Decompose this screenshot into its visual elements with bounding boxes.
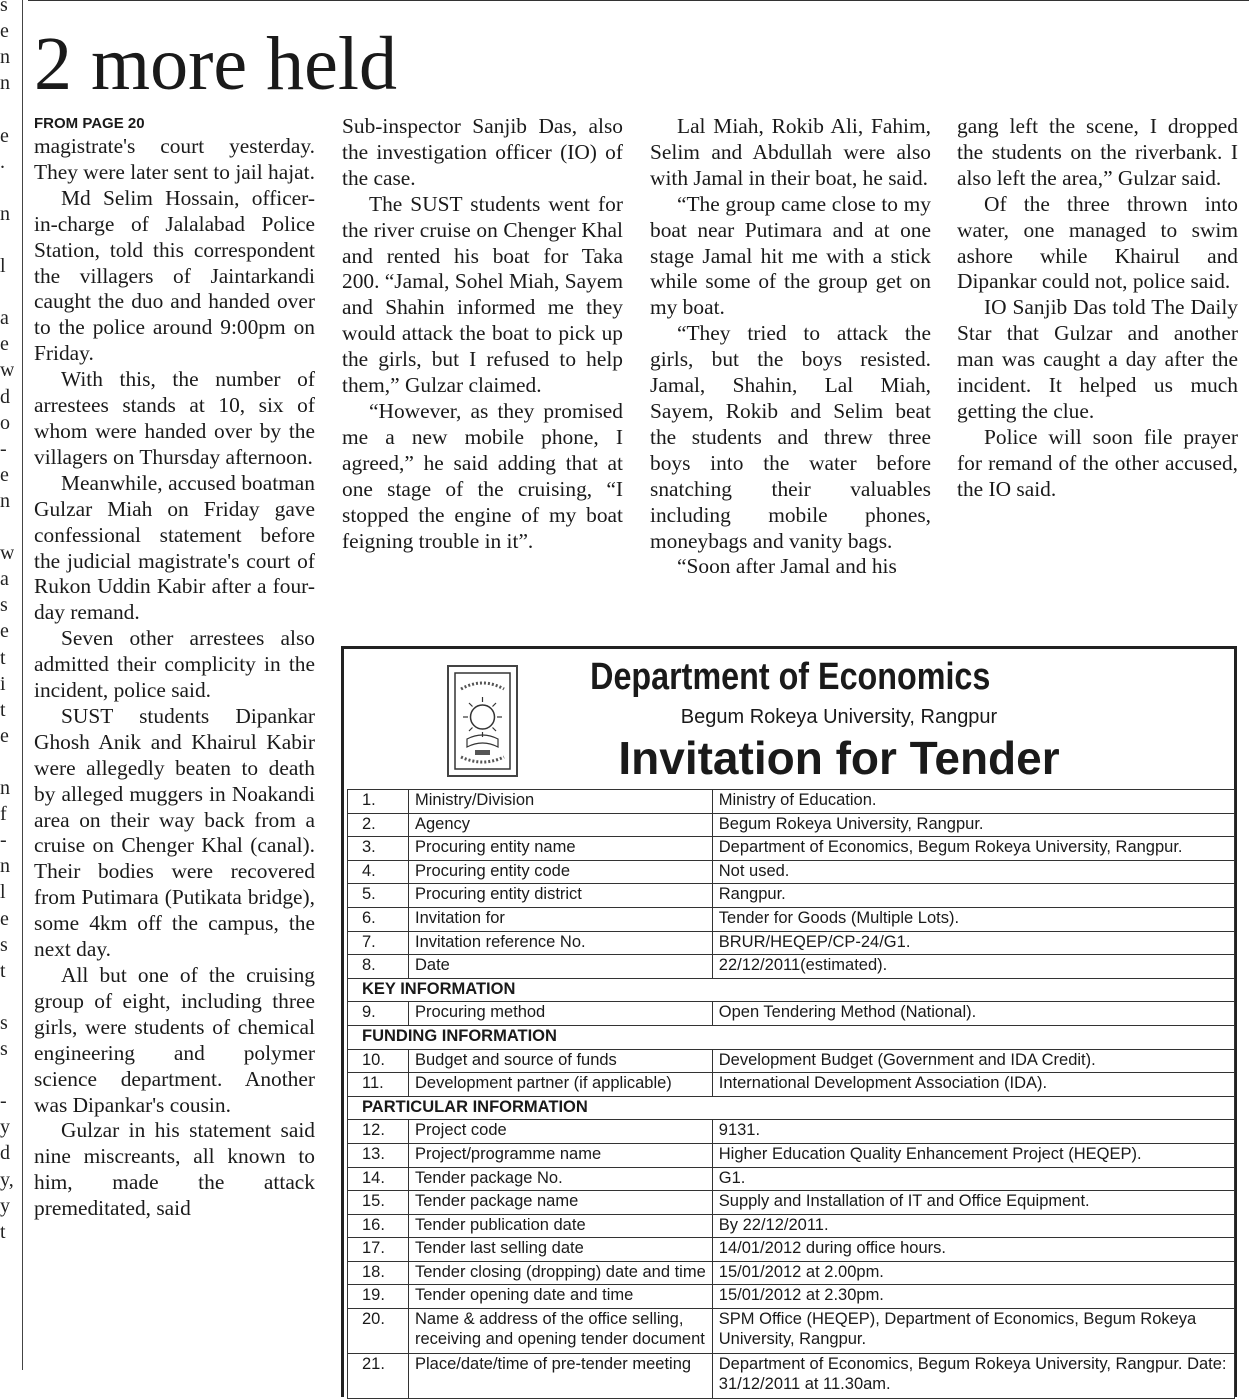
article-paragraph: Lal Miah, Rokib Ali, Fahim, Selim and Abdullah were also with Jamal in their boat, he said. <box>650 114 931 190</box>
table-row <box>348 884 1235 908</box>
row-value: Development Budget (Government and IDA Credit). <box>712 1049 1234 1073</box>
section-title: PARTICULAR INFORMATION <box>348 1096 1235 1120</box>
ad-title: Invitation for Tender <box>618 732 1060 784</box>
table-row <box>348 1214 1235 1238</box>
row-number: 21. <box>348 1354 409 1399</box>
table-row <box>348 1191 1235 1215</box>
edge-fragment: e <box>0 620 9 643</box>
row-label: Budget and source of funds <box>409 1049 713 1073</box>
article-paragraph: Sub-inspector Sanjib Das, also the investigation officer (IO) of the case. <box>342 114 623 190</box>
row-number: 11. <box>348 1073 409 1097</box>
edge-fragment: l <box>0 881 6 904</box>
row-value: 15/01/2012 at 2.30pm. <box>712 1285 1234 1309</box>
article-paragraph: All but one of the cruising group of eight, including three girls, were students of chemical engineering and polymer science department. Another was Dipankar's cousin. <box>34 963 315 1117</box>
row-value: 22/12/2011(estimated). <box>712 955 1234 979</box>
article-column-4 <box>957 114 1238 503</box>
edge-fragment: n <box>0 489 10 512</box>
kicker: FROM PAGE 20 <box>34 115 145 132</box>
edge-fragment: - <box>0 437 7 460</box>
row-number: 6. <box>348 907 409 931</box>
row-label: Place/date/time of pre-tender meeting <box>409 1354 713 1399</box>
department-name: Department of Economics <box>590 656 991 698</box>
row-label: Tender package No. <box>409 1167 713 1191</box>
row-number: 19. <box>348 1285 409 1309</box>
row-value: Open Tendering Method (National). <box>712 1002 1234 1026</box>
edge-fragment: n <box>0 46 10 69</box>
edge-fragment: d <box>0 385 10 408</box>
row-number: 7. <box>348 931 409 955</box>
article-paragraph: “However, as they promised me a new mobile phone, I agreed,” he said adding that at one stage of the cruising, “I stopped the engine of my boat feigning trouble in it”. <box>342 398 623 553</box>
edge-fragment: y, <box>0 1168 14 1191</box>
article-column-1 <box>34 112 315 1222</box>
edge-fragment: e <box>0 724 9 747</box>
table-row <box>348 813 1235 837</box>
article-paragraph: Meanwhile, accused boatman Gulzar Miah on Friday gave confessional statement before the judicial magistrate's court of Rukon Uddin Kabir after a four-day remand. <box>34 470 315 625</box>
row-value: Ministry of Education. <box>712 790 1234 814</box>
edge-fragment: y <box>0 1194 10 1217</box>
article-paragraph: IO Sanjib Das told The Daily Star that Gulzar and another man was caught a day after the incident. It helped us much getting the clue. <box>957 295 1238 423</box>
row-value: Department of Economics, Begum Rokeya University, Rangpur. <box>712 837 1234 861</box>
row-number: 2. <box>348 813 409 837</box>
table-row <box>348 931 1235 955</box>
row-number: 14. <box>348 1167 409 1191</box>
row-label: Name & address of the office selling, receiving and opening tender document <box>409 1309 713 1354</box>
row-number: 9. <box>348 1002 409 1026</box>
edge-fragment: i <box>0 672 6 695</box>
table-row <box>348 1002 1235 1026</box>
article-column-3 <box>650 114 931 580</box>
article-paragraph: With this, the number of arrestees stands at 10, six of whom were handed over by the villagers on Thursday afternoon. <box>34 367 315 469</box>
row-value: Begum Rokeya University, Rangpur. <box>712 813 1234 837</box>
edge-fragment: n <box>0 72 10 95</box>
row-label: Tender last selling date <box>409 1238 713 1262</box>
row-number: 1. <box>348 790 409 814</box>
edge-fragment: e <box>0 907 9 930</box>
article-paragraph: The SUST students went for the river cruise on Chenger Khal and rented his boat for Taka 200. “Jamal, Sohel Miah, Sayem and Shahin informed me they would attack the boat to pick up the girls, but I refused to help them,” Gulzar claimed. <box>342 191 624 398</box>
article-paragraph: “They tried to attack the girls, but the boys resisted. Jamal, Shahin, Lal Miah, Sayem, Rokib and Selim beat the students and threw three boys into the water before snatching their valuables including mobile phones, moneybags and vanity bags. <box>650 321 931 553</box>
table-row <box>348 1167 1235 1191</box>
row-number: 10. <box>348 1049 409 1073</box>
row-number: 5. <box>348 884 409 908</box>
row-value: BRUR/HEQEP/CP-24/G1. <box>712 931 1234 955</box>
article-paragraph: Police will soon file prayer for remand of the other accused, the IO said. <box>957 424 1238 501</box>
article-paragraph: Gulzar in his statement said nine miscreants, all known to him, made the attack premeditated, said <box>34 1118 315 1221</box>
row-value: 14/01/2012 during office hours. <box>712 1238 1234 1262</box>
row-label: Procuring method <box>409 1002 713 1026</box>
edge-fragment: a <box>0 568 9 591</box>
table-row <box>348 1309 1235 1354</box>
tender-details-table <box>347 789 1235 1399</box>
row-value: SPM Office (HEQEP), Department of Economics, Begum Rokeya University, Rangpur. <box>712 1309 1234 1354</box>
edge-fragment: n <box>0 855 10 878</box>
table-row <box>348 1238 1235 1262</box>
row-value: Rangpur. <box>712 884 1234 908</box>
table-row <box>348 1354 1235 1399</box>
edge-fragment: t <box>0 1220 6 1243</box>
ad-header <box>344 649 1234 787</box>
row-label: Ministry/Division <box>409 790 713 814</box>
article-paragraph: “The group came close to my boat near Putimara and at one stage Jamal hit me with a stick while some of the group get on my boat. <box>650 191 931 320</box>
headline: 2 more held <box>34 22 398 106</box>
row-label: Tender package name <box>409 1191 713 1215</box>
edge-fragment: a <box>0 307 9 330</box>
table-row <box>348 790 1235 814</box>
row-label: Tender closing (dropping) date and time <box>409 1261 713 1285</box>
section-header-row <box>348 1096 1235 1120</box>
table-row <box>348 955 1235 979</box>
university-seal-icon <box>449 667 516 775</box>
row-label: Project/programme name <box>409 1143 713 1167</box>
row-label: Development partner (if applicable) <box>409 1073 713 1097</box>
edge-fragment: e <box>0 333 9 356</box>
row-value: 15/01/2012 at 2.00pm. <box>712 1261 1234 1285</box>
edge-fragment: y <box>0 1116 10 1139</box>
row-number: 12. <box>348 1120 409 1144</box>
edge-fragment: t <box>0 646 6 669</box>
edge-fragment: w <box>0 542 14 565</box>
row-value: By 22/12/2011. <box>712 1214 1234 1238</box>
table-row <box>348 1261 1235 1285</box>
table-row <box>348 1120 1235 1144</box>
section-header-row <box>348 1025 1235 1049</box>
edge-fragment: t <box>0 698 6 721</box>
row-number: 20. <box>348 1309 409 1354</box>
row-label: Procuring entity district <box>409 884 713 908</box>
row-value: Department of Economics, Begum Rokeya University, Rangpur. Date: 31/12/2011 at 11.30am. <box>712 1354 1234 1399</box>
article-paragraph: Of the three thrown into water, one managed to swim ashore while Khairul and Dipankar could not, police said. <box>957 191 1238 294</box>
edge-fragment: - <box>0 1090 7 1113</box>
table-row <box>348 860 1235 884</box>
column-divider <box>22 0 23 1370</box>
table-row <box>348 1143 1235 1167</box>
table-row <box>348 907 1235 931</box>
row-number: 13. <box>348 1143 409 1167</box>
edge-fragment: s <box>0 594 8 617</box>
edge-fragment: e <box>0 463 9 486</box>
row-value: Not used. <box>712 860 1234 884</box>
edge-fragment: d <box>0 1142 10 1165</box>
section-title: FUNDING INFORMATION <box>348 1025 1235 1049</box>
adjacent-column-fragment <box>0 0 14 1370</box>
row-value: G1. <box>712 1167 1234 1191</box>
edge-fragment: s <box>0 0 8 16</box>
university-name: Begum Rokeya University, Rangpur <box>680 706 998 728</box>
row-label: Agency <box>409 813 713 837</box>
row-label: Invitation for <box>409 907 713 931</box>
article-column-2 <box>342 114 623 554</box>
row-value: Supply and Installation of IT and Office Equipment. <box>712 1191 1234 1215</box>
article-paragraph: Seven other arrestees also admitted their complicity in the incident, police said. <box>34 626 315 703</box>
university-logo <box>447 665 518 777</box>
table-row <box>348 1049 1235 1073</box>
edge-fragment: o <box>0 411 10 434</box>
edge-fragment: t <box>0 959 6 982</box>
row-value: 9131. <box>712 1120 1234 1144</box>
edge-fragment: e <box>0 20 9 43</box>
row-label: Tender opening date and time <box>409 1285 713 1309</box>
edge-fragment: f <box>0 803 7 826</box>
row-value: Tender for Goods (Multiple Lots). <box>712 907 1234 931</box>
top-rule <box>28 0 1249 1</box>
edge-fragment: s <box>0 933 8 956</box>
section-header-row <box>348 978 1235 1002</box>
edge-fragment: w <box>0 359 14 382</box>
table-row <box>348 1073 1235 1097</box>
row-label: Project code <box>409 1120 713 1144</box>
edge-fragment: n <box>0 777 10 799</box>
table-row <box>348 1285 1235 1309</box>
row-label: Invitation reference No. <box>409 931 713 955</box>
edge-fragment: l <box>0 255 6 277</box>
edge-fragment: s <box>0 1038 8 1060</box>
row-label: Procuring entity name <box>409 837 713 861</box>
row-label: Procuring entity code <box>409 860 713 884</box>
article-paragraph: SUST students Dipankar Ghosh Anik and Khairul Kabir were allegedly beaten to death by alleged muggers in Noakandi area on their way back from a cruise on Chenger Khal (canal). Their bodies were recovered from Putimara (Putikata bridge), some 4km off the campus, the next day. <box>34 703 315 962</box>
row-number: 8. <box>348 955 409 979</box>
row-value: International Development Association (IDA). <box>712 1073 1234 1097</box>
article-paragraph: Md Selim Hossain, officer-in-charge of Jalalabad Police Station, told this correspondent the villagers of Jaintarkandi caught the duo and handed over to the police around 9:00pm on Friday. <box>34 185 315 366</box>
edge-fragment: . <box>0 150 5 173</box>
article-paragraph: magistrate's court yesterday. They were later sent to jail hajat. <box>34 134 315 184</box>
row-number: 3. <box>348 837 409 861</box>
row-number: 15. <box>348 1191 409 1215</box>
row-value: Higher Education Quality Enhancement Project (HEQEP). <box>712 1143 1234 1167</box>
row-label: Date <box>409 955 713 979</box>
edge-fragment: n <box>0 202 10 225</box>
edge-fragment: e <box>0 124 9 147</box>
section-title: KEY INFORMATION <box>348 978 1235 1002</box>
tender-advertisement <box>341 646 1237 1397</box>
edge-fragment: s <box>0 1011 8 1034</box>
row-label: Tender publication date <box>409 1214 713 1238</box>
edge-fragment: - <box>0 829 7 852</box>
table-row <box>348 837 1235 861</box>
row-number: 4. <box>348 860 409 884</box>
article-paragraph: gang left the scene, I dropped the students on the riverbank. I also left the area,” Gulzar said. <box>957 114 1238 190</box>
row-number: 16. <box>348 1214 409 1238</box>
row-number: 18. <box>348 1261 409 1285</box>
article-paragraph: “Soon after Jamal and his <box>677 554 897 579</box>
row-number: 17. <box>348 1238 409 1262</box>
